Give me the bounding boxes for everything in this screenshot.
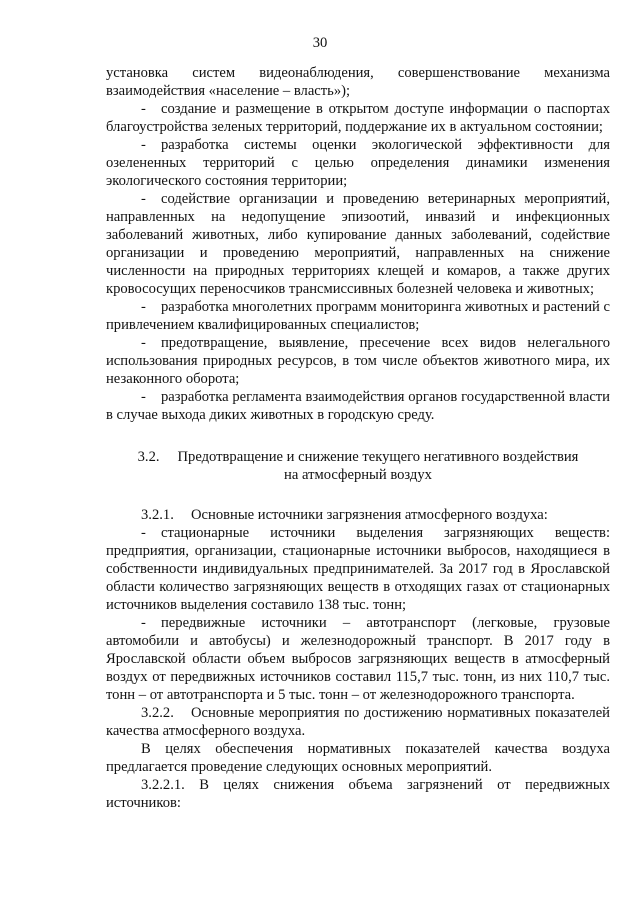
- section-heading: [106, 448, 610, 484]
- subsection-heading-3221: [106, 776, 610, 812]
- source-item: - передвижные источники – автотранспорт (легковые, грузовые автомобили и автобусы) и железнодорожный транспорт. В 2017 году в Ярославской области объем выбросов загрязняющих веществ в атмосферный воздух от передвижных источников составил 115,7 тыс. тонн, из них 110,7 тыс. тонн – от автотранспорта и 5 тыс. тонн – от железнодорожного транспорта.: [106, 615, 610, 703]
- list-item: - предотвращение, выявление, пресечение всех видов нелегального использования природных ресурсов, в том числе объектов животного мира, их незаконного оборота;: [106, 335, 610, 387]
- paragraph: В целях обеспечения нормативных показателей качества воздуха предлагается проведение следующих основных мероприятий.: [106, 741, 610, 775]
- subsection-title: Основные мероприятия по достижению нормативных показателей качества атмосферного воздуха.: [106, 705, 610, 739]
- list-item: - создание и размещение в открытом доступе информации о паспортах благоустройства зеленых территорий, поддержание их в актуальном состоянии;: [106, 101, 610, 135]
- list-item: - разработка многолетних программ мониторинга животных и растений с привлечением квалифицированных специалистов;: [106, 299, 610, 333]
- subsection-title: Основные источники загрязнения атмосферного воздуха:: [191, 507, 548, 523]
- paragraph-continuation: установка систем видеонаблюдения, совершенствование механизма взаимодействия «население – власть»);: [106, 65, 610, 99]
- source-item: - стационарные источники выделения загрязняющих веществ: предприятия, организации, стационарные источники выбросов, находящиеся в собственности индивидуальных предпринимателей. За 2017 год в Ярославской области количество загрязняющих веществ в отходящих газах от стационарных источников выделения составило 138 тыс. тонн;: [106, 525, 610, 613]
- page-number: 30: [312, 35, 328, 51]
- subsection-number: 3.2.2.: [141, 705, 174, 721]
- subsection-number: 3.2.2.1.: [141, 777, 185, 793]
- subsection-number: 3.2.1.: [141, 507, 174, 523]
- subsection-heading-321: [106, 506, 610, 524]
- list-item: - содействие организации и проведению ветеринарных мероприятий, направленных на недопущение эпизоотий, инвазий и инфекционных заболеваний животных, либо купирование данных заболеваний, содействие организации и проведению мероприятий, направленных на снижение численности на природных территориях клещей и комаров, а также других кровососущих переносчиков трансмиссивных болезней человека и животных;: [106, 191, 610, 297]
- subsection-text: В целях снижения объема загрязнений от передвижных источников:: [106, 777, 610, 811]
- subsection-heading-322: [106, 704, 610, 740]
- section-number: 3.2.: [137, 449, 160, 465]
- list-item: - разработка регламента взаимодействия органов государственной власти в случае выхода диких животных в городскую среду.: [106, 389, 610, 423]
- list-item: - разработка системы оценки экологической эффективности для озелененных территорий с целью определения динамики изменения экологического состояния территории;: [106, 137, 610, 189]
- section-title-line2: на атмосферный воздух: [284, 467, 432, 483]
- section-title-line1: Предотвращение и снижение текущего негативного воздействия: [177, 449, 579, 465]
- document-body: [106, 64, 610, 812]
